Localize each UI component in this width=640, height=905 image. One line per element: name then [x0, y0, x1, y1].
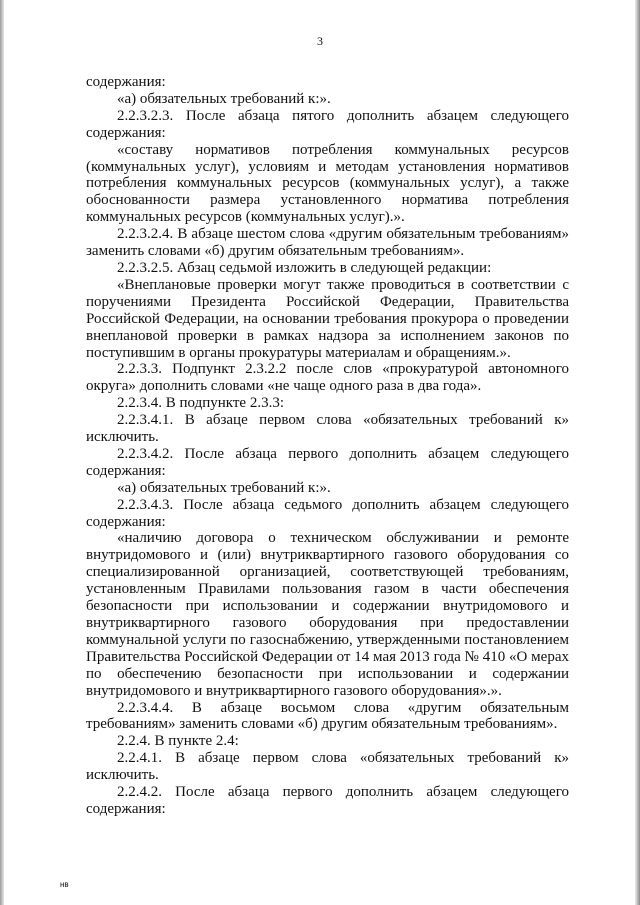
paragraph: 2.2.3.4. В подпункте 2.3.3: [117, 395, 285, 412]
paragraph: 2.2.4.1. В абзаце первом слова «обязательных требований к» исключить. [86, 750, 569, 784]
paragraph: «а) обязательных требований к:». [117, 479, 331, 496]
paragraph: 2.2.3.2.5. Абзац седьмой изложить в следующей редакции: [117, 259, 492, 276]
paragraph: «а) обязательных требований к:». [117, 90, 331, 107]
paragraph: 2.2.3.2.4. В абзаце шестом слова «другим обязательным требованиям» заменить словами «б) другим обязательным требованиям». [86, 226, 569, 260]
scan-edge-left [0, 0, 4, 905]
paragraph: 2.2.3.4.2. После абзаца первого дополнить абзацем следующего содержания: [86, 445, 569, 479]
paragraph: 2.2.3.4.3. После абзаца седьмого дополнить абзацем следующего содержания: [86, 496, 569, 530]
paragraph: «Внеплановые проверки могут также проводиться в соответствии с поручениями Президента Российской Федерации, Правительства Российской Федерации, на основании требования прокурора о проведении внеплановой проверки в рамках надзора за исполнением законов по поступившим в органы прокуратуры материалам и обращениям.». [86, 276, 569, 361]
paragraph: 2.2.3.3. Подпункт 2.3.2.2 после слов «прокуратурой автономного округа» дополнить словами «не чаще одного раза в два года». [86, 361, 569, 395]
paragraph: 2.2.3.2.3. После абзаца пятого дополнить абзацем следующего содержания: [86, 107, 569, 141]
paragraph: содержания: [86, 74, 166, 90]
paragraph: 2.2.3.4.1. В абзаце первом слова «обязательных требований к» исключить. [86, 412, 569, 446]
paragraph: 2.2.4.2. После абзаца первого дополнить абзацем следующего содержания: [86, 784, 569, 817]
scan-edge-right [635, 0, 640, 905]
paragraph: «наличию договора о техническом обслуживании и ремонте внутридомового и (или) внутриквартирного газового оборудования со специализированной организацией, соответствующей требованиям, установленным Правилами пользования газом в части обеспечения безопасности при использовании и содержании внутридомового и внутриквартирного газового оборудования при предоставлении коммунальной услуги по газоснабжению, утвержденными постановлением Правительства Российской Федерации от 14 мая 2013 года № 410 «О мерах по обеспечению безопасности при использовании и содержании внутридомового и внутриквартирного газового оборудования».». [86, 530, 569, 699]
footer-initials: нв [60, 880, 69, 889]
paragraph: 2.2.4. В пункте 2.4: [117, 733, 239, 750]
paragraph: 2.2.3.4.4. В абзаце восьмом слова «другим обязательным требованиям» заменить словами «б) другим обязательным требованиям». [86, 699, 569, 733]
page-number: 3 [317, 34, 323, 48]
paragraph: «составу нормативов потребления коммунальных ресурсов (коммунальных услуг), условиям и методам установления нормативов потребления коммунальных ресурсов (коммунальных услуг), а также обоснованности размера установленного норматива потребления коммунальных ресурсов (коммунальных услуг).». [86, 141, 569, 226]
document-body [86, 74, 569, 818]
